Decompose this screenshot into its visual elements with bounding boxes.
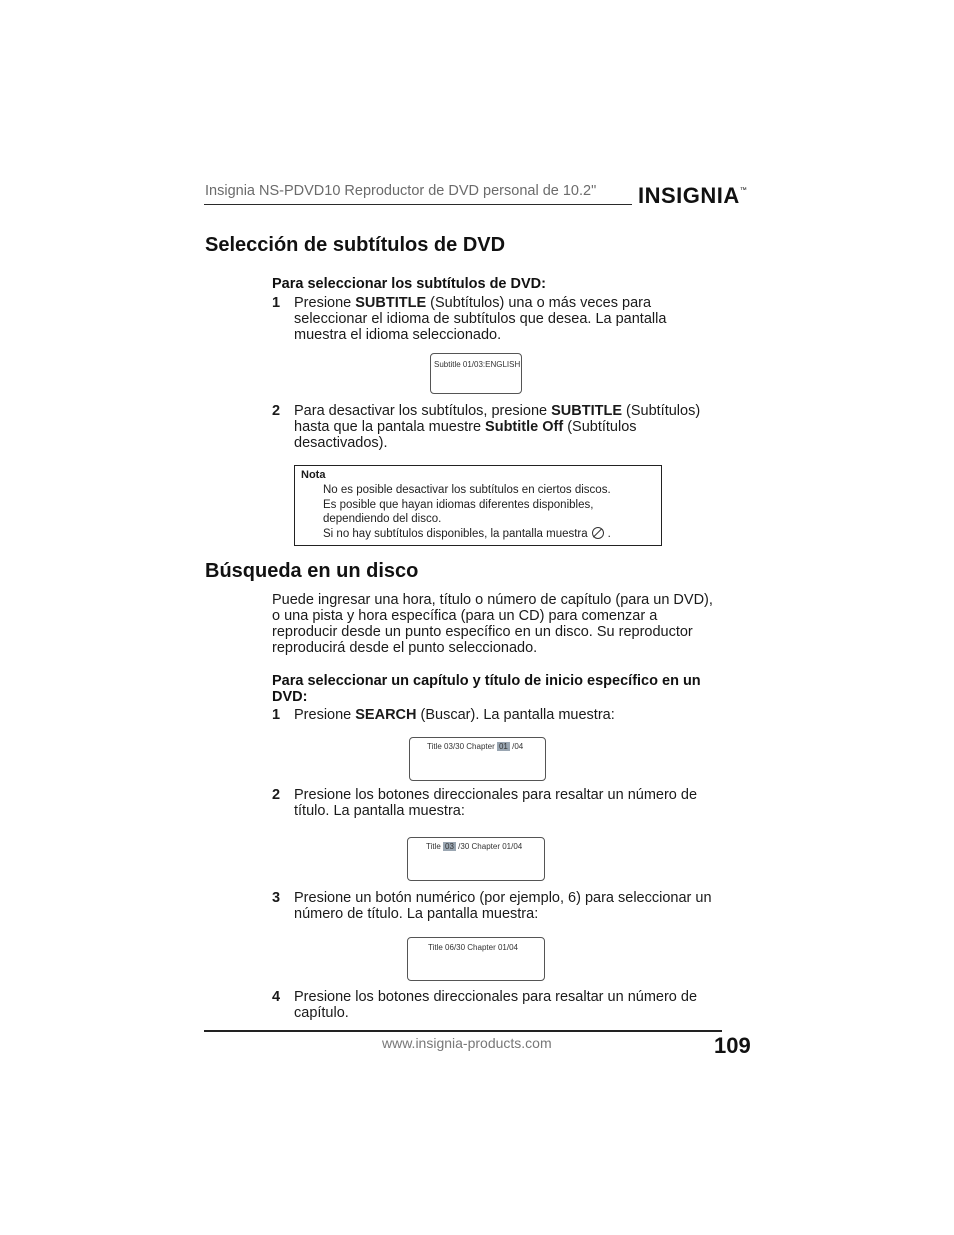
search-step-1-text: Presione SEARCH (Buscar). La pantalla muestra: xyxy=(294,707,615,723)
page-number: 109 xyxy=(714,1033,751,1058)
step-1-text: Presione SUBTITLE (Subtítulos) una o más veces para seleccionar el idioma de subtítulos que desea. La pantalla muestra el idioma seleccionado. xyxy=(294,295,667,343)
note-box xyxy=(294,465,662,546)
osd-search-text: Title 06/30 Chapter 01/04 xyxy=(428,943,518,952)
step-number: 1 xyxy=(272,295,281,311)
note-line: dependiendo del disco. xyxy=(323,513,442,525)
search-step-4-text: Presione los botones direccionales para resaltar un número de capítulo. xyxy=(294,989,698,1021)
step-number: 2 xyxy=(272,787,281,803)
note-line: Es posible que hayan idiomas diferentes disponibles, xyxy=(323,499,594,511)
search-step-3-text: Presione un botón numérico (por ejemplo, 6) para seleccionar un número de título. La pantalla muestra: xyxy=(294,890,712,922)
highlighted-chapter: 01 xyxy=(498,742,508,751)
osd-search-text: Title 03 /30 Chapter 01/04 xyxy=(426,842,523,851)
header-rule xyxy=(204,204,632,205)
no-subtitles-icon xyxy=(592,527,604,539)
logo-text: INSIGNIA xyxy=(638,183,740,208)
step-number: 4 xyxy=(272,989,281,1005)
logo-trademark: ™ xyxy=(739,187,748,194)
note-content xyxy=(323,483,611,541)
search-step-2-text: Presione los botones direccionales para resaltar un número de título. La pantalla muestra: xyxy=(294,787,698,819)
subheading-select-chapter: Para seleccionar un capítulo y título de inicio específico en un DVD: xyxy=(272,673,701,705)
step-number: 3 xyxy=(272,890,281,906)
osd-search-text: Title 03/30 Chapter 01 /04 xyxy=(427,742,524,751)
step-2-text: Para desactivar los subtítulos, presione SUBTITLE (Subtítulos) hasta que la pantala muestre Subtitle Off (Subtítulos desactivados). xyxy=(294,403,701,451)
osd-subtitle-text: Subtitle 01/03:ENGLISH xyxy=(434,360,521,369)
footer-url: www.insignia-products.com xyxy=(382,1035,552,1051)
section-heading-search: Búsqueda en un disco xyxy=(205,560,419,582)
section-heading-subtitles: Selección de subtítulos de DVD xyxy=(205,234,506,256)
note-line: Si no hay subtítulos disponibles, la pantalla muestra . xyxy=(323,528,611,540)
footer-rule xyxy=(204,1030,722,1032)
step-number: 1 xyxy=(272,707,281,723)
step-number: 2 xyxy=(272,403,281,419)
subheading-select-subtitles: Para seleccionar los subtítulos de DVD: xyxy=(272,276,546,292)
highlighted-title: 03 xyxy=(445,842,454,851)
osd-subtitle-display xyxy=(430,353,522,394)
running-header: Insignia NS-PDVD10 Reproductor de DVD personal de 10.2" xyxy=(205,183,597,199)
osd-search-display-1 xyxy=(409,737,546,781)
osd-search-display-3 xyxy=(407,937,545,981)
osd-search-display-2 xyxy=(407,837,545,881)
note-title: Nota xyxy=(301,469,326,481)
search-intro-paragraph: Puede ingresar una hora, título o número de capítulo (para un DVD), o una pista y hora específica (para un CD) para comenzar a reproducir desde un punto específico en un disco. Su reproductor reproducirá desde el punto seleccionado. xyxy=(272,592,713,656)
insignia-logo xyxy=(638,183,747,209)
note-line: No es posible desactivar los subtítulos en ciertos discos. xyxy=(323,484,611,496)
